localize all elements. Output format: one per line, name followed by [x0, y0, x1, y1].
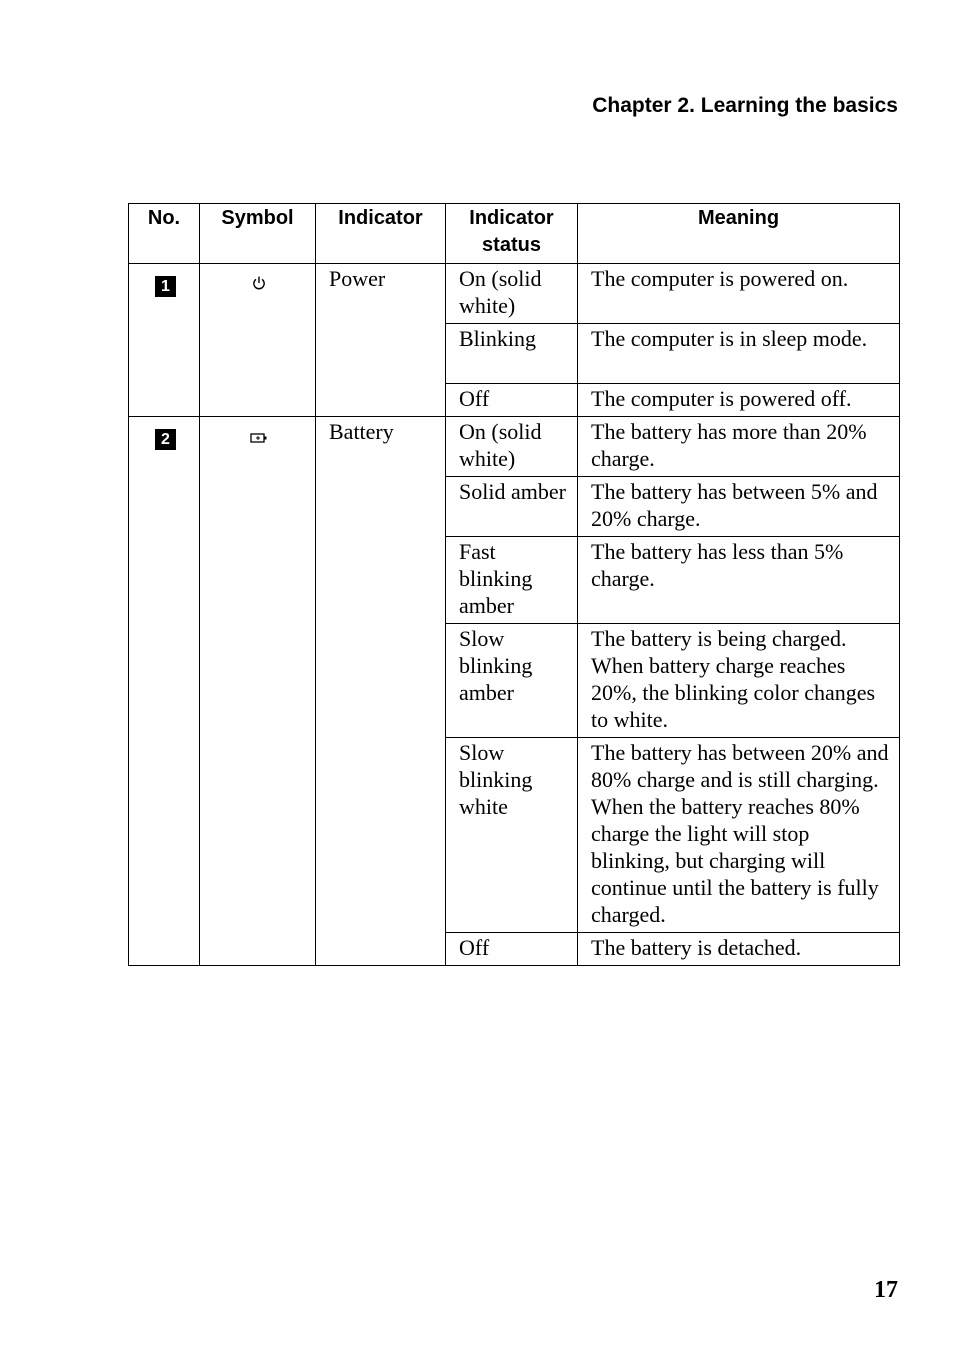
- header-indicator-status: Indicator status: [446, 204, 578, 264]
- status-cell: Blinking: [446, 324, 578, 384]
- meaning-cell: The computer is powered on.: [578, 264, 900, 324]
- status-cell: On (solid white): [446, 417, 578, 477]
- indicator-name-power: Power: [316, 264, 446, 417]
- meaning-cell: The battery has less than 5% charge.: [578, 537, 900, 624]
- meaning-cell: The battery has more than 20% charge.: [578, 417, 900, 477]
- meaning-cell: The battery is detached.: [578, 933, 900, 966]
- meaning-cell: The battery has between 20% and 80% charge and is still charging. When the battery reaches 80% charge the light will stop blinking, but charging will continue until the battery is fully charged.: [578, 738, 900, 933]
- symbol-cell: [200, 417, 316, 966]
- status-cell: Off: [446, 384, 578, 417]
- number-badge-1: 1: [155, 276, 176, 297]
- status-cell: Slow blinking white: [446, 738, 578, 933]
- status-cell: On (solid white): [446, 264, 578, 324]
- row-number-cell: [129, 417, 200, 966]
- meaning-cell: The battery is being charged. When battery charge reaches 20%, the blinking color changes to white.: [578, 624, 900, 738]
- status-cell: Fast blinking amber: [446, 537, 578, 624]
- indicator-name-battery: Battery: [316, 417, 446, 966]
- status-cell: Slow blinking amber: [446, 624, 578, 738]
- status-cell: Off: [446, 933, 578, 966]
- header-symbol: Symbol: [200, 204, 316, 264]
- indicator-table: [128, 203, 900, 966]
- status-cell: Solid amber: [446, 477, 578, 537]
- table-row: [129, 264, 900, 324]
- meaning-cell: The computer is in sleep mode.: [578, 324, 900, 384]
- power-icon: [251, 270, 267, 297]
- header-no: No.: [129, 204, 200, 264]
- header-indicator: Indicator: [316, 204, 446, 264]
- row-number-cell: [129, 264, 200, 417]
- page-number: 17: [874, 1277, 898, 1303]
- chapter-heading: Chapter 2. Learning the basics: [592, 94, 898, 117]
- table-header-row: [129, 204, 900, 264]
- table-row: [129, 417, 900, 477]
- meaning-cell: The battery has between 5% and 20% charge.: [578, 477, 900, 537]
- symbol-cell: [200, 264, 316, 417]
- meaning-cell: The computer is powered off.: [578, 384, 900, 417]
- battery-icon: [250, 423, 268, 450]
- number-badge-2: 2: [155, 429, 176, 450]
- header-meaning: Meaning: [578, 204, 900, 264]
